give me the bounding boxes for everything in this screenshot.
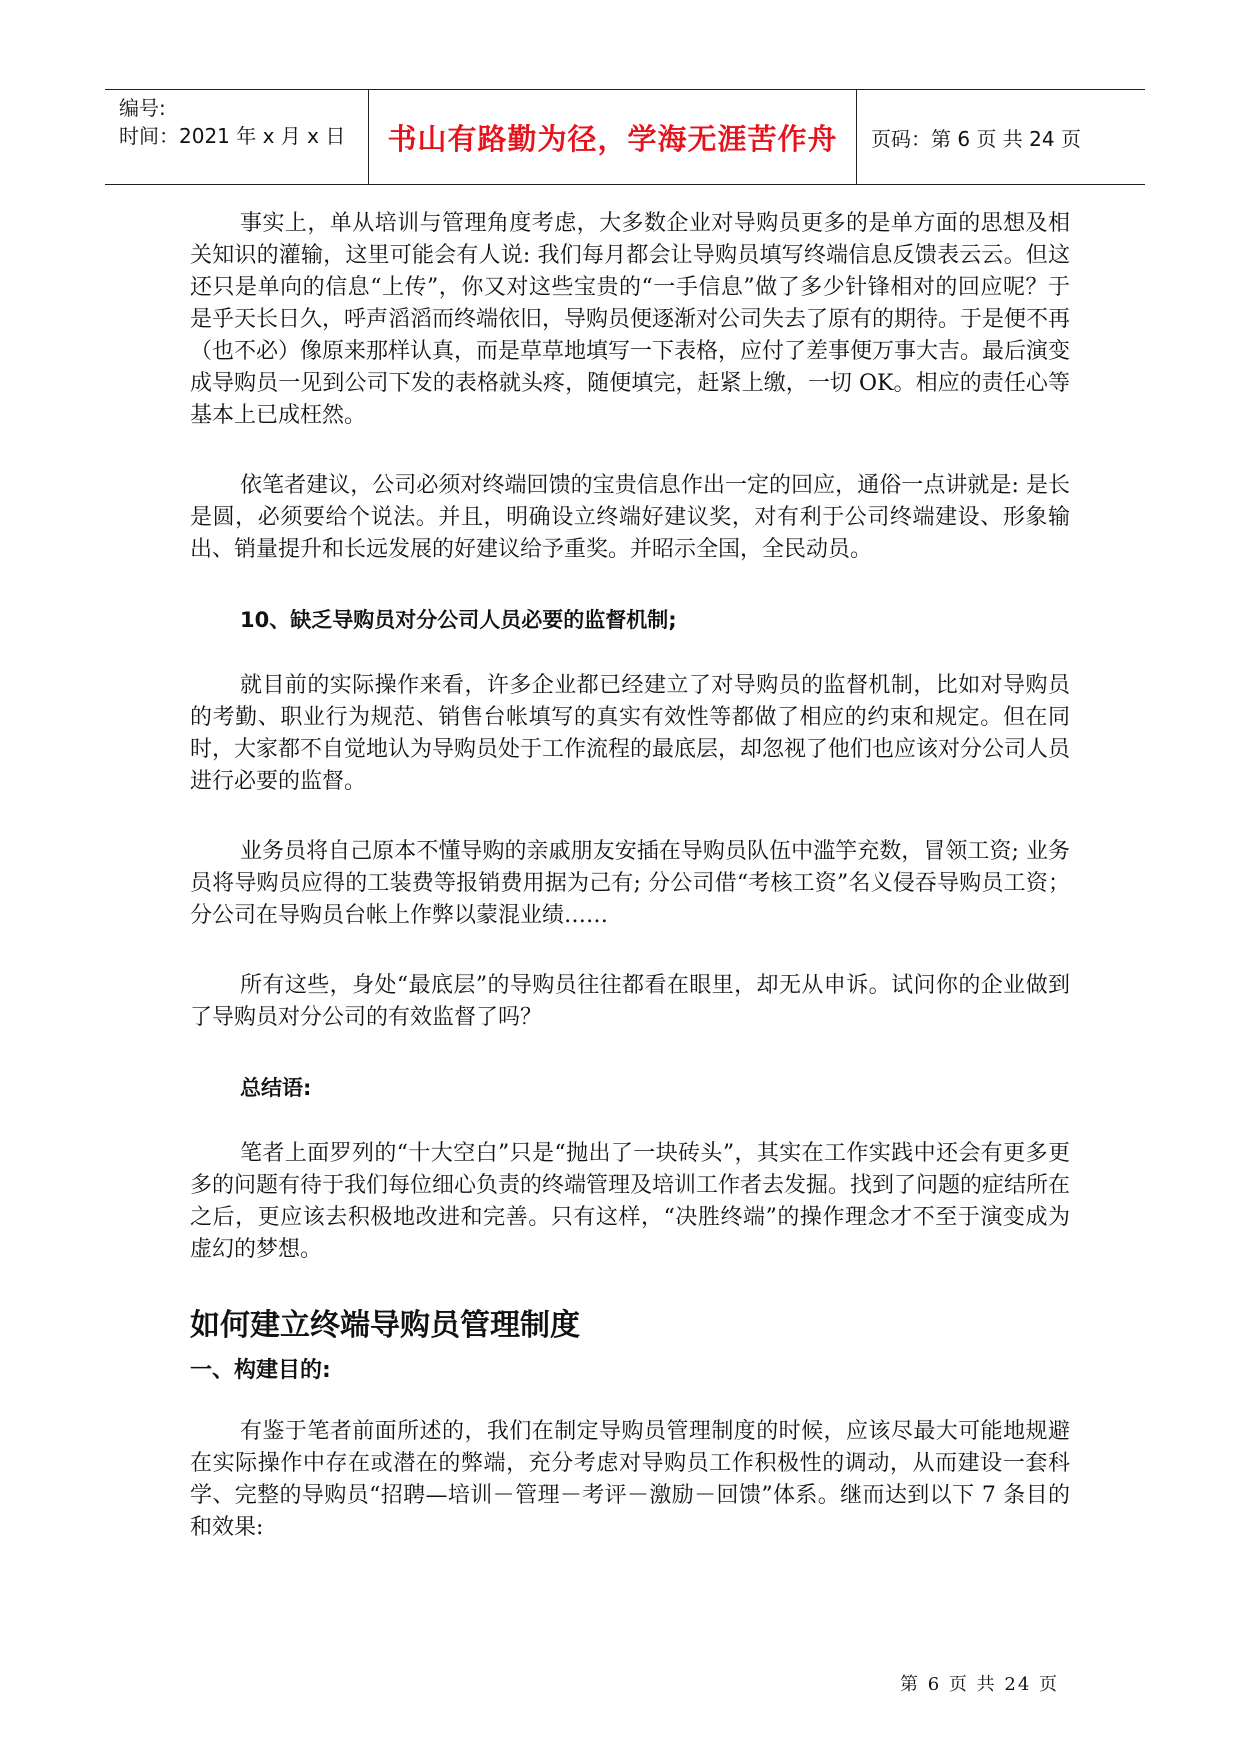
header-motto: 书山有路勤为径，学海无涯苦作舟 bbox=[369, 90, 857, 184]
paragraph: 笔者上面罗列的“十大空白”只是“抛出了一块砖头”，其实在工作实践中还会有更多更多的问题有待于我们每位细心负责的终端管理及培训工作者去发掘。找到了问题的症结所在之后，更应该去积极地改进和完善。只有这样，“决胜终端”的操作理念才不至于演变成为虚幻的梦想。 bbox=[190, 1141, 1071, 1262]
document-body bbox=[190, 208, 1070, 1582]
subheading-10: 10、缺乏导购员对分公司人员必要的监督机制; bbox=[240, 608, 677, 632]
summary-heading: 总结语: bbox=[240, 1076, 312, 1100]
paragraph: 事实上，单从培训与管理角度考虑，大多数企业对导购员更多的是单方面的思想及相关知识的灌输，这里可能会有人说: 我们每月都会让导购员填写终端信息反馈表云云。但这还只是单向的信息“上传”，你又对这些宝贵的“一手信息”做了多少针锋相对的回应呢？于是乎天长日久，呼声滔滔而终端依旧，导购员便逐渐对公司失去了原有的期待。于是便不再（也不必）像原来那样认真，而是草草地填写一下表格，应付了差事便万事大吉。最后演变成导购员一见到公司下发的表格就头疼，随便填完，赶紧上缴，一切 OK。相应的责任心等基本上已成枉然。 bbox=[190, 211, 1071, 428]
header-meta bbox=[105, 90, 369, 184]
paragraph: 就目前的实际操作来看，许多企业都已经建立了对导购员的监督机制，比如对导购员的考勤、职业行为规范、销售台帐填写的真实有效性等都做了相应的约束和规定。但在同时，大家都不自觉地认为导购员处于工作流程的最底层，却忽视了他们也应该对分公司人员进行必要的监督。 bbox=[190, 673, 1071, 794]
page-header bbox=[105, 89, 1145, 185]
page-footer: 第 6 页 共 24 页 bbox=[900, 1674, 1059, 1695]
paragraph: 业务员将自己原本不懂导购的亲戚朋友安插在导购员队伍中滥竽充数，冒领工资; 业务员将导购员应得的工装费等报销费用据为己有; 分公司借“考核工资”名义侵吞导购员工资； 分公司在导购员台帐上作弊以蒙混业绩…… bbox=[190, 839, 1070, 928]
paragraph: 有鉴于笔者前面所述的，我们在制定导购员管理制度的时候，应该尽最大可能地规避在实际操作中存在或潜在的弊端，充分考虑对导购员工作积极性的调动，从而建设一套科学、完整的导购员“招聘—培训－管理－考评－激励－回馈”体系。继而达到以下 7 条目的和效果: bbox=[190, 1419, 1070, 1540]
section-title: 如何建立终端导购员管理制度 bbox=[190, 1308, 580, 1343]
document-number-label: 编号: bbox=[119, 96, 166, 120]
paragraph: 依笔者建议，公司必须对终端回馈的宝贵信息作出一定的回应，通俗一点讲就是: 是长是圆，必须要给个说法。并且，明确设立终端好建议奖，对有利于公司终端建设、形象输出、销量提升和长远发展的好建议给予重奖。并昭示全国，全民动员。 bbox=[190, 473, 1070, 562]
header-page-number: 页码：第 6 页 共 24 页 bbox=[871, 126, 1081, 151]
document-time-label: 时间：2021 年 x 月 x 日 bbox=[119, 124, 346, 148]
subsection-title: 一、构建目的: bbox=[190, 1358, 331, 1383]
paragraph: 所有这些，身处“最底层”的导购员往往都看在眼里，却无从申诉。试问你的企业做到了导购员对分公司的有效监督了吗？ bbox=[190, 973, 1070, 1030]
